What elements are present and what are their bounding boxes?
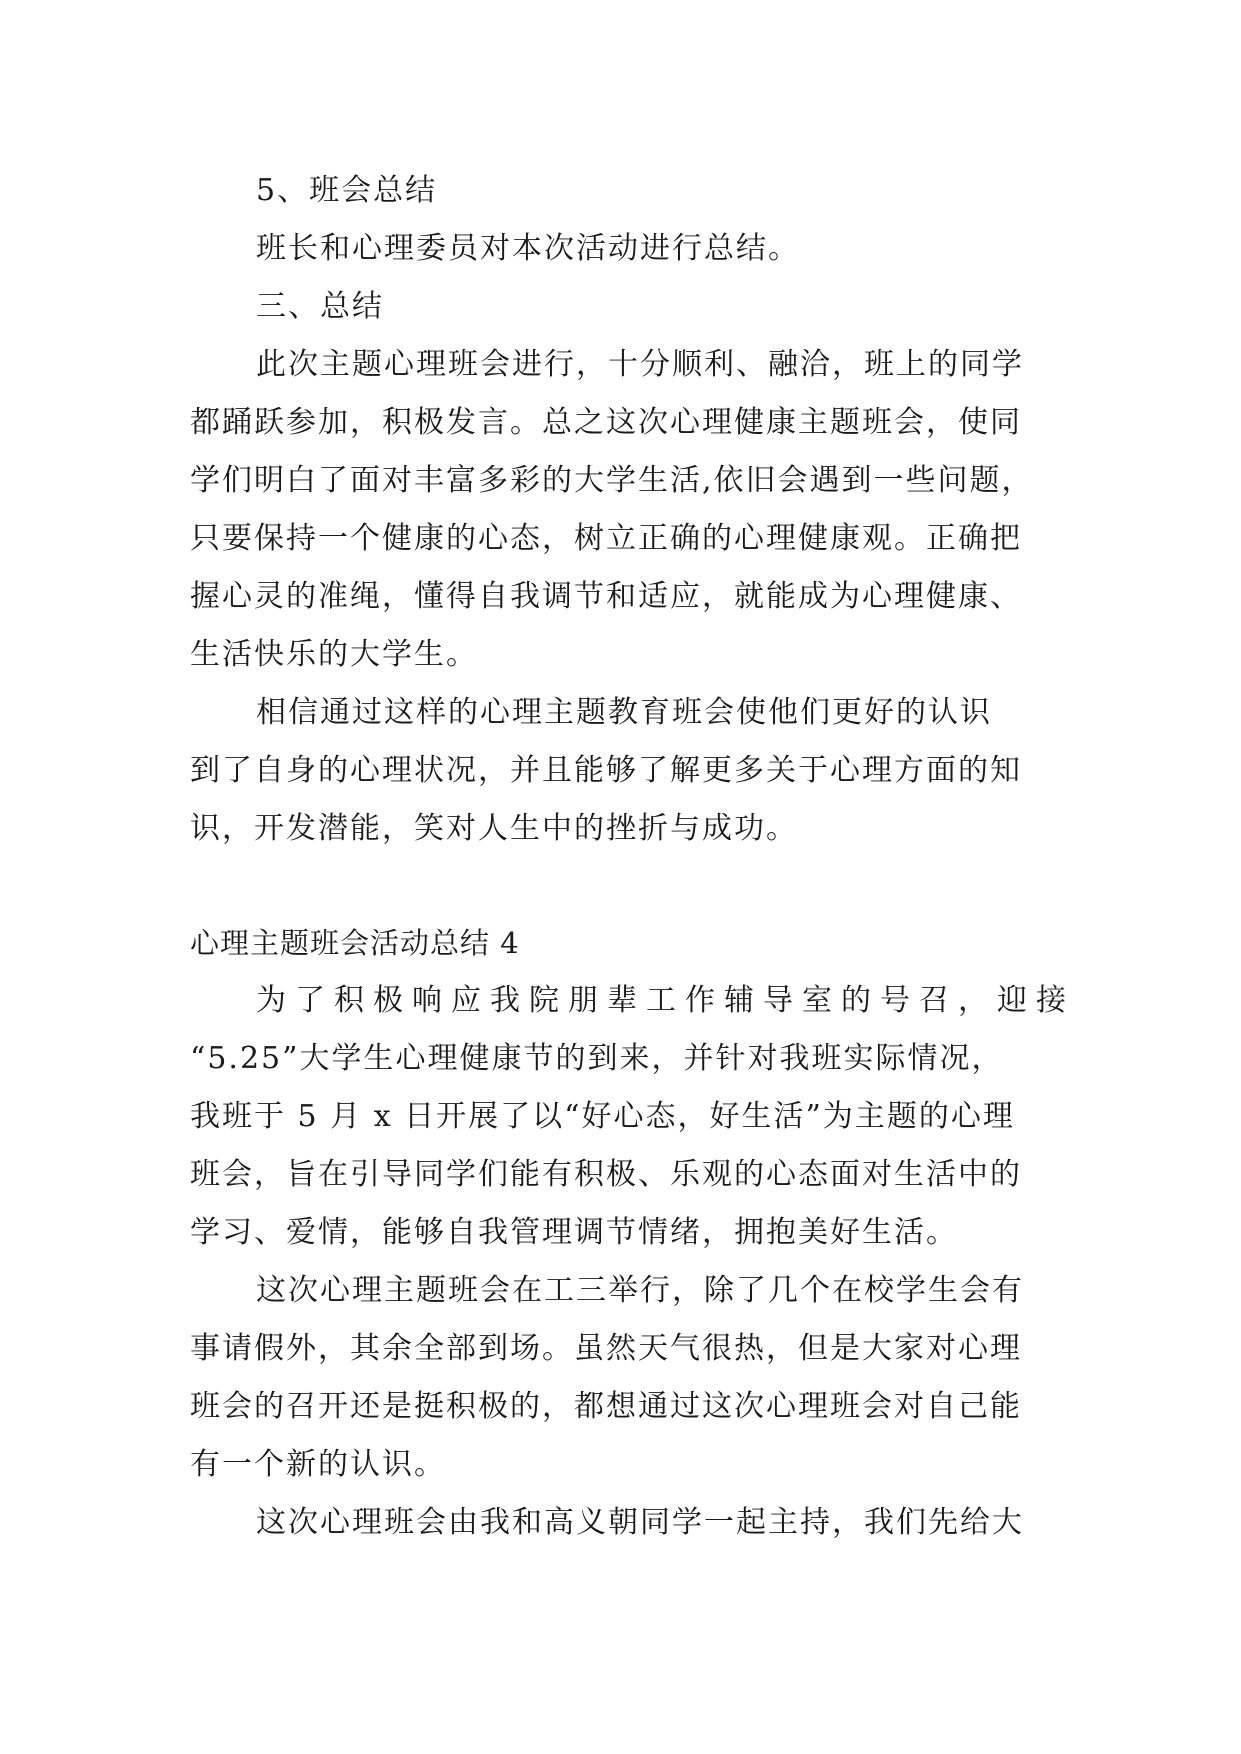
paragraph-line: 相信通过这样的心理主题教育班会使他们更好的认识: [256, 695, 992, 730]
subheading-class-meeting-summary: 5、班会总结: [256, 173, 438, 208]
paragraph-line: 事请假外，其余全部到场。虽然天气很热，但是大家对心理: [190, 1331, 1022, 1366]
paragraph-line: 只要保持一个健康的心态，树立正确的心理健康观。正确把: [190, 521, 1022, 556]
paragraph-line: 都踊跃参加，积极发言。总之这次心理健康主题班会，使同: [190, 405, 1022, 440]
paragraph-line: 有一个新的认识。: [190, 1447, 446, 1482]
paragraph-line: 此次主题心理班会进行，十分顺利、融洽，班上的同学: [256, 347, 1024, 382]
paragraph-line: 为了积极响应我院朋辈工作辅导室的号召，迎接: [256, 983, 1075, 1018]
paragraph-line: 握心灵的准绳，懂得自我调节和适应，就能成为心理健康、: [190, 579, 1022, 614]
paragraph-line: 识，开发潜能，笑对人生中的挫折与成功。: [190, 811, 798, 846]
paragraph-line: “5.25”大学生心理健康节的到来，并针对我班实际情况，: [190, 1041, 1004, 1076]
paragraph-line: 这次心理主题班会在工三举行，除了几个在校学生会有: [256, 1273, 1024, 1308]
paragraph-line: 班会的召开还是挺积极的，都想通过这次心理班会对自己能: [190, 1389, 1022, 1424]
paragraph-line: 这次心理班会由我和高义朝同学一起主持，我们先给大: [256, 1505, 1024, 1540]
subheading-summary: 三、总结: [256, 289, 384, 324]
section-title: 心理主题班会活动总结 4: [190, 926, 520, 960]
paragraph-line: 生活快乐的大学生。: [190, 637, 478, 672]
paragraph-line: 班长和心理委员对本次活动进行总结。: [256, 231, 800, 266]
paragraph-line: 我班于 5 月 x 日开展了以“好心态，好生活”为主题的心理: [190, 1099, 1015, 1134]
document-body: [190, 162, 1075, 1552]
section-spacer: [190, 858, 1060, 914]
paragraph-line: 到了自身的心理状况，并且能够了解更多关于心理方面的知: [190, 753, 1022, 788]
paragraph-line: 学们明白了面对丰富多彩的大学生活,依旧会遇到一些问题，: [190, 463, 1034, 498]
paragraph-line: 班会，旨在引导同学们能有积极、乐观的心态面对生活中的: [190, 1157, 1022, 1192]
paragraph-line: 学习、爱情，能够自我管理调节情绪，拥抱美好生活。: [190, 1215, 958, 1250]
